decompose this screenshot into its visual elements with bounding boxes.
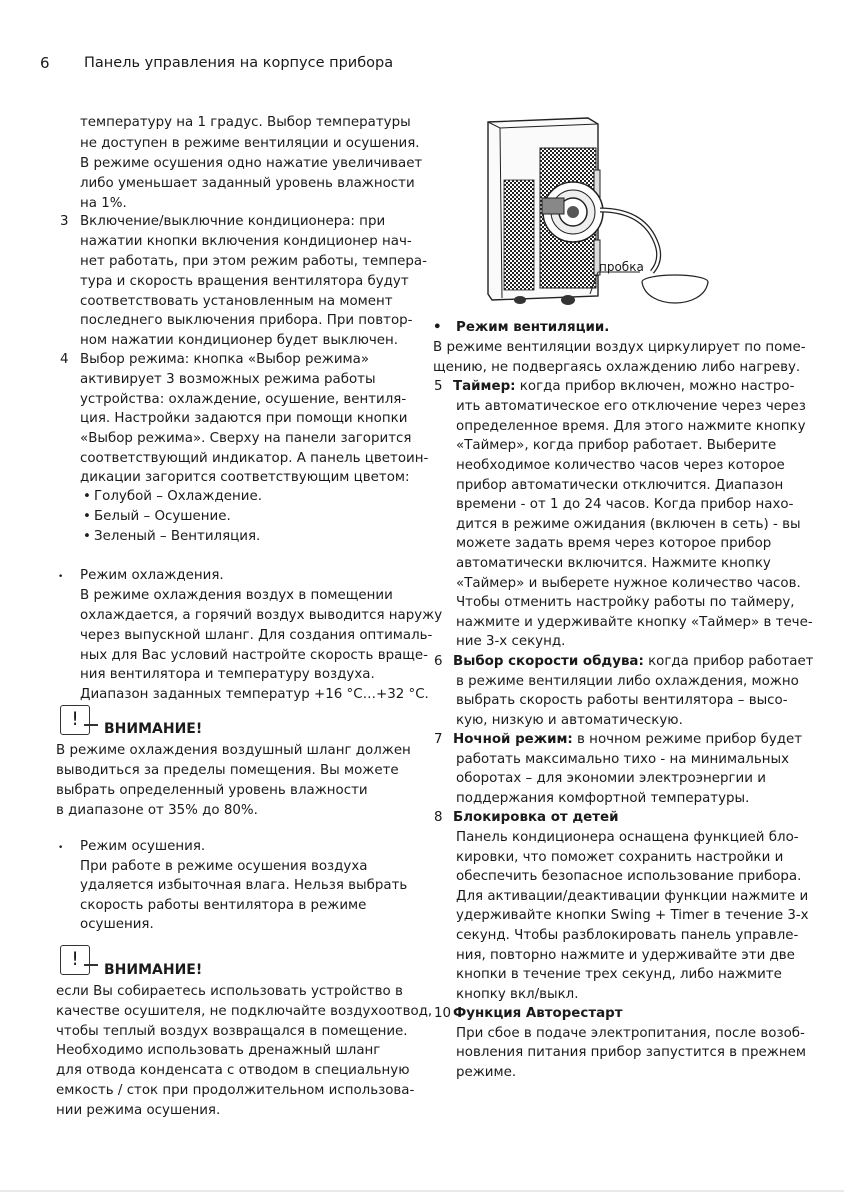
text-line: на 1%. xyxy=(80,196,127,211)
text-line: тура и скорость вращения вентилятора будут xyxy=(80,274,409,289)
bullet: • xyxy=(83,529,91,544)
page-title: Панель управления на корпусе прибора xyxy=(84,55,394,71)
section-title: Режим вентиляции. xyxy=(456,320,610,335)
text-line: осушения. xyxy=(80,917,154,932)
bullet: • xyxy=(83,489,91,504)
figure-label: пробка xyxy=(599,260,644,274)
text-line xyxy=(453,377,794,397)
text-line: охлаждается, а горячий воздух выводится наружу xyxy=(80,608,443,623)
text-line: «Выбор режима». Сверху на панели загорится xyxy=(80,431,412,446)
text-line: нажатии кнопки включения кондиционер нач- xyxy=(80,234,412,249)
text-line: скорость работы вентилятора в режиме xyxy=(80,898,367,913)
text-line: ния, повторно нажмите и удерживайте эти две xyxy=(456,948,795,963)
text-line: При сбое в подаче электропитания, после возоб- xyxy=(456,1026,805,1041)
text-line: для отвода конденсата с отводом в специальную xyxy=(56,1063,410,1078)
text-line: В режиме охлаждения воздушный шланг должен xyxy=(56,743,411,758)
text-line: обеспечить безопасное использование прибора. xyxy=(456,869,802,884)
text-line: чтобы теплый воздух возвращался в помещение. xyxy=(56,1024,408,1039)
text-line: кнопки в течение трех секунд, либо нажмите xyxy=(456,967,782,982)
text-line: Включение/выключние кондиционера: при xyxy=(80,214,386,229)
item-number: 3 xyxy=(60,214,69,229)
text-line: в режиме вентиляции либо охлаждения, можно xyxy=(456,674,799,689)
text-line: качестве осушителя, не подключайте воздухоотвод, xyxy=(56,1004,433,1019)
text-line: Диапазон заданных температур +16 °C…+32 °C. xyxy=(80,687,429,702)
warning-icon: ! xyxy=(60,945,90,975)
text-line: секунд. Чтобы разблокировать панель управле- xyxy=(456,928,799,943)
text-line: нет работать, при этом режим работы, темпера- xyxy=(80,254,427,269)
text-line: нажмите и удерживайте кнопку «Таймер» в тече- xyxy=(456,615,813,630)
item-number: 7 xyxy=(434,732,443,747)
text-line: ние 3-х секунд. xyxy=(456,634,566,649)
text-line: емкость / сток при продолжительном использова- xyxy=(56,1083,415,1098)
bullet: • xyxy=(83,509,91,524)
text-line: дикации загорится соответствующим цветом: xyxy=(80,470,410,485)
text-line: Чтобы отменить настройку работы по таймеру, xyxy=(456,595,795,610)
text-line: ном нажатии кондиционер будет выключен. xyxy=(80,333,399,348)
text-line: ция. Настройки задаются при помощи кнопки xyxy=(80,411,408,426)
text-line: В режиме вентиляции воздух циркулирует по поме- xyxy=(433,340,806,355)
text-line: щению, не подвергаясь охлаждению либо нагреву. xyxy=(433,360,801,375)
page-number: 6 xyxy=(40,54,50,72)
text-line: Для активации/деактивации функции нажмите и xyxy=(456,889,809,904)
text-line: последнего выключения прибора. При повтор- xyxy=(80,313,413,328)
color-item: Зеленый – Вентиляция. xyxy=(94,529,261,544)
section-title: Режим осушения. xyxy=(80,839,206,854)
item-text: когда прибор включен, можно настро- xyxy=(515,379,795,394)
item-heading: Ночной режим: xyxy=(453,732,573,747)
air-conditioner-icon xyxy=(470,110,710,310)
text-line xyxy=(453,730,802,750)
item-number: 8 xyxy=(434,810,443,825)
text-line: поддержания комфортной температуры. xyxy=(456,791,750,806)
item-number: 10 xyxy=(434,1006,452,1021)
text-line: в диапазоне от 35% до 80%. xyxy=(56,803,258,818)
item-number: 4 xyxy=(60,352,69,367)
text-line: температуру на 1 градус. Выбор температуры xyxy=(80,115,411,130)
text-line: оборотах – для экономии электроэнергии и xyxy=(456,771,766,786)
bullet: • xyxy=(58,572,64,582)
text-line: если Вы собираетесь использовать устройство в xyxy=(56,984,403,999)
text-line: кую, низкую и автоматическую. xyxy=(456,713,683,728)
text-line: В режиме охлаждения воздух в помещении xyxy=(80,588,393,603)
text-line: «Таймер», когда прибор работает. Выберите xyxy=(456,438,777,453)
text-line: устройства: охлаждение, осушение, вентиля- xyxy=(80,392,407,407)
text-line: Выбор режима: кнопка «Выбор режима» xyxy=(80,352,370,367)
item-heading: Таймер: xyxy=(453,379,516,394)
text-line: времени - от 1 до 24 часов. Когда прибор нахо- xyxy=(456,497,794,512)
text-line: выводиться за пределы помещения. Вы можете xyxy=(56,763,399,778)
section-title: Режим охлаждения. xyxy=(80,568,224,583)
text-line: ить автоматическое его отключение через через xyxy=(456,399,806,414)
text-line: Необходимо использовать дренажный шланг xyxy=(56,1043,381,1058)
item-heading: Функция Авторестарт xyxy=(453,1006,623,1021)
text-line: При работе в режиме осушения воздуха xyxy=(80,859,368,874)
text-line: новления питания прибор запустится в прежнем xyxy=(456,1045,806,1060)
text-line xyxy=(453,652,814,672)
text-line: работать максимально тихо - на минимальных xyxy=(456,752,789,767)
text-line: через выпускной шланг. Для создания оптималь- xyxy=(80,628,433,643)
item-heading: Блокировка от детей xyxy=(453,810,619,825)
bullet: • xyxy=(433,320,442,335)
color-item: Голубой – Охлаждение. xyxy=(94,489,262,504)
text-line: «Таймер» и выберете нужное количество часов. xyxy=(456,576,801,591)
item-text: когда прибор работает xyxy=(643,654,814,669)
text-line: удаляется избыточная влага. Нельзя выбрать xyxy=(80,878,408,893)
item-heading: Выбор скорости обдува: xyxy=(453,654,644,669)
text-line: В режиме осушения одно нажатие увеличивает xyxy=(80,156,423,171)
text-line: выбрать скорость работы вентилятора – высо- xyxy=(456,693,788,708)
text-line: ния вентилятора и температуру воздуха. xyxy=(80,667,375,682)
item-number: 5 xyxy=(434,379,443,394)
text-line: не доступен в режиме вентиляции и осушения. xyxy=(80,136,420,151)
air-conditioner-illustration xyxy=(470,110,710,310)
text-line: режиме. xyxy=(456,1065,517,1080)
text-line: соответствовать установленным на момент xyxy=(80,294,393,309)
text-line: прибор автоматически отключится. Диапазон xyxy=(456,478,784,493)
text-line: автоматически включится. Нажмите кнопку xyxy=(456,556,771,571)
text-line: либо уменьшает заданный уровень влажности xyxy=(80,176,415,191)
warning-title: ВНИМАНИЕ! xyxy=(104,721,203,737)
text-line: соответствующий индикатор. А панель цветоин- xyxy=(80,451,429,466)
item-number: 6 xyxy=(434,654,443,669)
item-text: в ночном режиме прибор будет xyxy=(572,732,803,747)
text-line: кнопку вкл/выкл. xyxy=(456,987,579,1002)
warning-title: ВНИМАНИЕ! xyxy=(104,962,203,978)
text-line: удерживайте кнопки Swing + Timer в течение 3-х xyxy=(456,908,809,923)
text-line: ных для Вас условий настройте скорость враще- xyxy=(80,648,428,663)
text-line: дится в режиме ожидания (включен в сеть) - вы xyxy=(456,517,801,532)
text-line: необходимое количество часов через которое xyxy=(456,458,785,473)
text-line: выбрать определенный уровень влажности xyxy=(56,783,368,798)
text-line: Панель кондиционера оснащена функцией бло- xyxy=(456,830,799,845)
text-line: кировки, что поможет сохранить настройки и xyxy=(456,850,784,865)
warning-icon: ! xyxy=(60,705,90,735)
text-line: можете задать время через которое прибор xyxy=(456,536,772,551)
color-item: Белый – Осушение. xyxy=(94,509,231,524)
text-line: нии режима осушения. xyxy=(56,1103,221,1118)
text-line: активирует 3 возможных режима работы xyxy=(80,372,376,387)
bullet: • xyxy=(58,843,64,853)
text-line: определенное время. Для этого нажмите кнопку xyxy=(456,419,806,434)
